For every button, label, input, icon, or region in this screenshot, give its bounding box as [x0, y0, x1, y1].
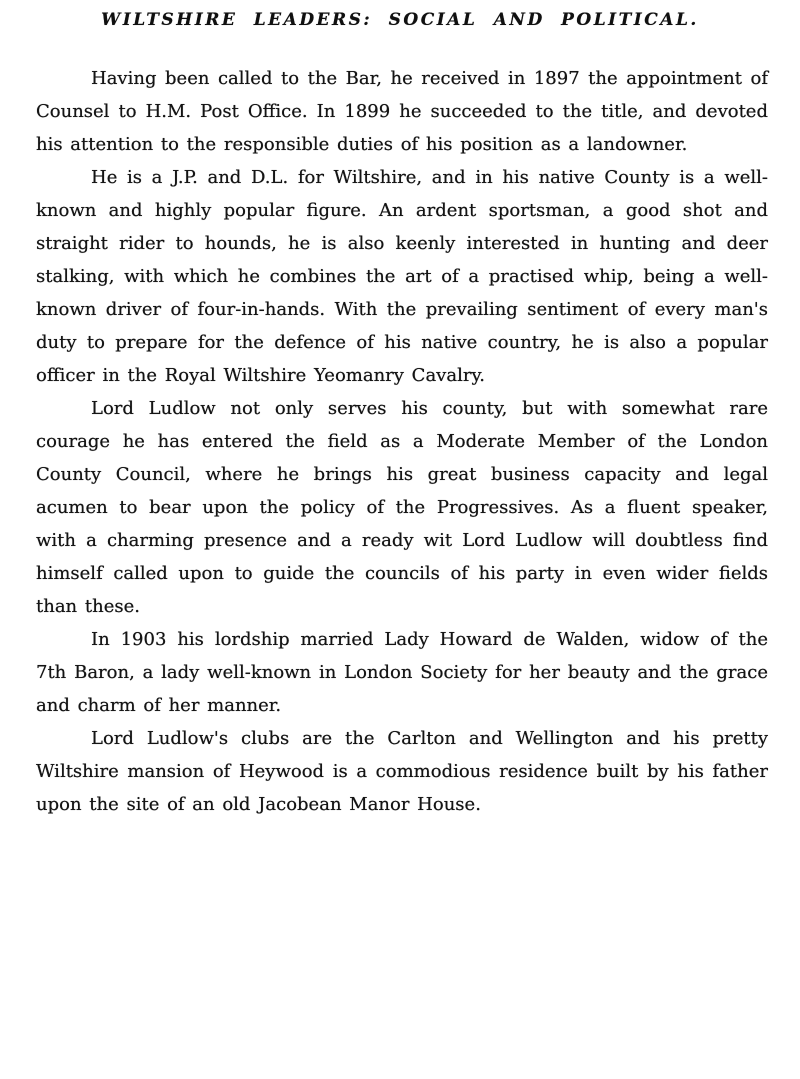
paragraph: Lord Ludlow not only serves his county, but with somewhat rare courage he has entered the field as a Moderate Member of the London County Council, where he brings his great business capacity and legal acumen to bear upon the policy of the Progressives. As a fluent speaker, with a charming presence and a ready wit Lord Ludlow will doubtless find himself called upon to guide the councils of his party in even wider fields than these. [36, 398, 768, 617]
page-body [36, 62, 768, 821]
paragraph: In 1903 his lordship married Lady Howard de Walden, widow of the 7th Baron, a lady well-known in London Society for her beauty and the grace and charm of her manner. [36, 629, 768, 716]
running-head: WILTSHIRE LEADERS: SOCIAL AND POLITICAL. [101, 10, 699, 30]
paragraph: Lord Ludlow's clubs are the Carlton and Wellington and his pretty Wiltshire mansion of Heywood is a commodious residence built by his father upon the site of an old Jacobean Manor House. [36, 728, 768, 815]
paragraph: He is a J.P. and D.L. for Wiltshire, and in his native County is a well-known and highly popular figure. An ardent sportsman, a good shot and straight rider to hounds, he is also keenly interested in hunting and deer stalking, with which he combines the art of a practised whip, being a well-known driver of four-in-hands. With the prevailing sentiment of every man's duty to prepare for the defence of his native country, he is also a popular officer in the Royal Wiltshire Yeomanry Cavalry. [36, 167, 768, 386]
paragraph: Having been called to the Bar, he received in 1897 the appointment of Counsel to H.M. Post Office. In 1899 he succeeded to the title, and devoted his attention to the responsible duties of his position as a landowner. [36, 68, 768, 155]
